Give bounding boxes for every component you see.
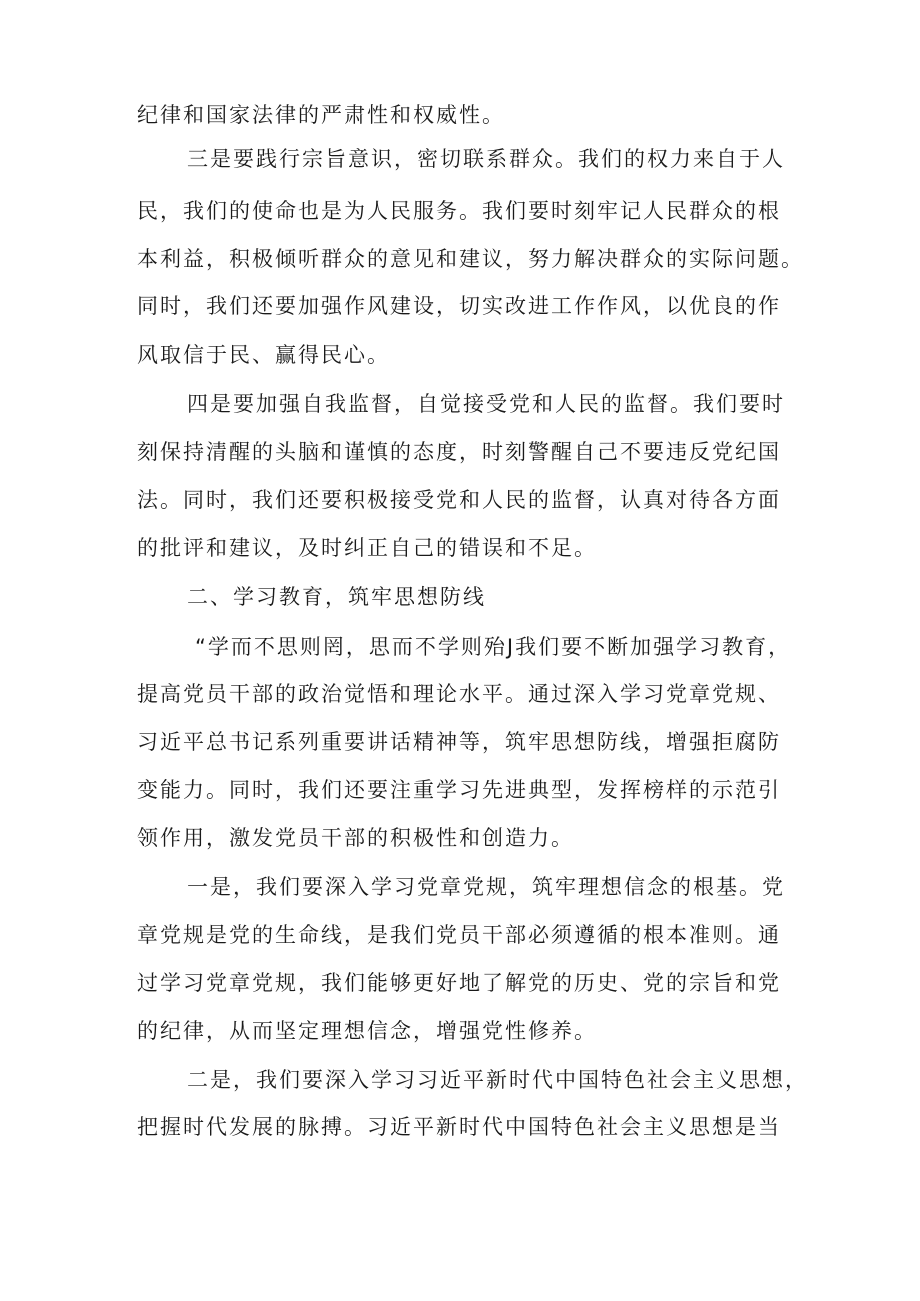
section-heading: 二、学习教育，筑牢思想防线 <box>187 585 486 609</box>
text-line: 提高党员干部的政治觉悟和理论水平。通过深入学习党章党规、 <box>137 682 781 706</box>
text-line: 过学习党章党规，我们能够更好地了解党的历史、党的宗旨和党 <box>137 971 781 995</box>
text-line: 把握时代发展的脉搏。习近平新时代中国特色社会主义思想是当 <box>137 1115 781 1139</box>
text-line: 同时，我们还要加强作风建设，切实改进工作作风，以优良的作 <box>137 294 781 318</box>
text-line: 变能力。同时，我们还要注重学习先进典型，发挥榜样的示范引 <box>137 778 781 802</box>
text-line: 二是，我们要深入学习习近平新时代中国特色社会主义思想， <box>187 1068 808 1092</box>
text-line: “学而不思则罔，思而不学则殆J我们要不断加强学习教育， <box>195 635 792 659</box>
text-line: 刻保持清醒的头脑和谨慎的态度，时刻警醒自己不要违反党纪国 <box>137 440 781 464</box>
text-line: 法。同时，我们还要积极接受党和人民的监督，认真对待各方面 <box>137 488 781 512</box>
text-line: 一是，我们要深入学习党章党规，筑牢理想信念的根基。党 <box>187 875 785 899</box>
text-line: 领作用，激发党员干部的积极性和创造力。 <box>137 826 574 850</box>
text-line: 的纪律，从而坚定理想信念，增强党性修养。 <box>137 1019 597 1043</box>
text-line: 纪律和国家法律的严肃性和权威性。 <box>137 103 505 127</box>
text-line: 三是要践行宗旨意识，密切联系群众。我们的权力来自于人 <box>187 147 785 171</box>
text-line: 民，我们的使命也是为人民服务。我们要时刻牢记人民群众的根 <box>137 199 781 223</box>
text-line: 习近平总书记系列重要讲话精神等，筑牢思想防线，增强拒腐防 <box>137 730 781 754</box>
text-line: 本利益，积极倾听群众的意见和建议，努力解决群众的实际问题。 <box>137 247 804 271</box>
text-line: 章党规是党的生命线，是我们党员干部必须遵循的根本准则。通 <box>137 923 781 947</box>
text-line: 风取信于民、赢得民心。 <box>137 343 390 367</box>
text-line: 四是要加强自我监督，自觉接受党和人民的监督。我们要时 <box>187 392 785 416</box>
text-line: 的批评和建议，及时纠正自己的错误和不足。 <box>137 536 597 560</box>
